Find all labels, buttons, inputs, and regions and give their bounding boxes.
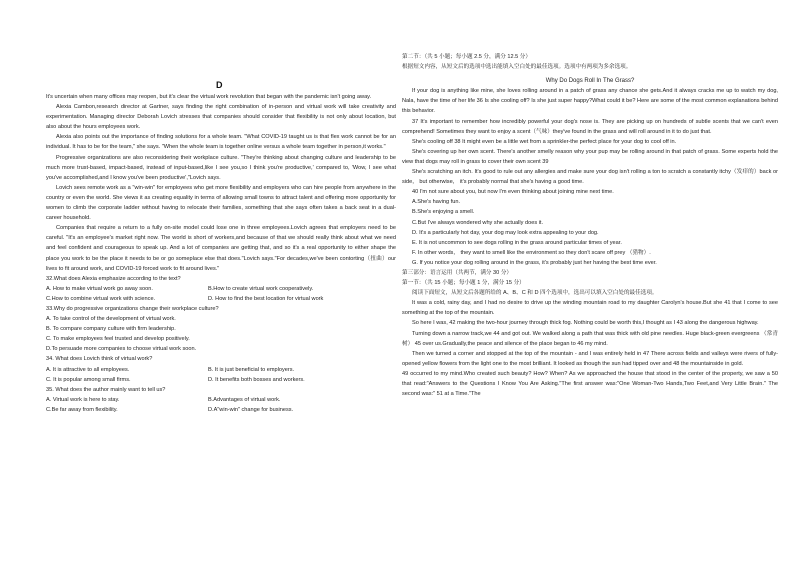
option-a[interactable]: A. It is attractive to all employees.: [46, 366, 130, 373]
section-instruction: 根据短文内容，从短文后的选项中选出能填入空白处的最佳选项。选项中有两项为多余选项。: [402, 64, 632, 71]
paragraph: 49 occurred to my mind.Who created such beauty? How? When? As we approached the house that stood in the center of the property, we saw a 50 that read:"Answers to the Questions I Know You Are Asking."The first answer was:"One Woman-Two Hands,Two Feet,and Very Little Brain." The second was:" 51 at a Time."The: [402, 370, 778, 398]
option-b[interactable]: B.Advantages of virtual work.: [208, 396, 281, 403]
option-row: [46, 284, 396, 294]
section-instruction: 阅读下面短文，从短文后各题所给的 A、B、C 和 D 四个选项中，选出可以填入空白处的最佳选项。: [412, 290, 658, 297]
option-d[interactable]: D. How to find the best location for virtual work: [208, 295, 324, 302]
paragraph: Then we turned a corner and stopped at the top of the mountain - and I was entirely held in 47 There across fields and valleys were rivers of fully-opened yellow flowers from the light one to the most brilliant. It looked as though the sun had tipped over and 48 the mountainside in gold.: [402, 350, 778, 367]
option-c[interactable]: C.How to combine virtual work with science.: [46, 295, 156, 302]
paragraph: She's scratching an itch. It's good to rule out any allergies and make sure your dog isn't rolling a ton to scratch a constantly itchy（发痒的）back or side， but otherwise， it's probably normal that she's having a good time.: [402, 169, 778, 186]
option-d[interactable]: D.A"win-win" change for business.: [208, 406, 294, 413]
passage-heading: D: [216, 80, 223, 90]
option-e[interactable]: E. It is not uncommon to see dogs rolling in the grass around particular times of year.: [412, 239, 622, 246]
option-a[interactable]: A. Virtual work is here to stay.: [46, 396, 120, 403]
option-a[interactable]: A.She's having fun.: [412, 199, 461, 206]
option-row: [46, 365, 396, 375]
option-d[interactable]: D. It benefits both bosses and workers.: [208, 376, 305, 383]
question-stem: 33.Why do progressive organizations change their workplace culture?: [46, 305, 219, 312]
right-column: [402, 52, 778, 399]
section-header: 第二节：（共 5 小题；每小题 2.5 分，满分 12.5 分）: [402, 54, 531, 60]
option-a[interactable]: A. To take control of the development of virtual work.: [46, 316, 176, 323]
paragraph: She's covering up her own scent. There's another smelly reason why your pup may be rolling around in that patch of grass. Some experts hold the view that dogs may roll in grass to cover their own scent 39: [402, 148, 778, 165]
section-header: 第一节：（共 15 小题；每小题 1 分，满分 15 分）: [402, 280, 525, 287]
question-stem: 35. What does the author mainly want to tell us?: [46, 386, 166, 393]
paragraph: Alexia Cambon,research director at Gartner, says finding the right combination of in-person and virtual work will take creativity and experimentation. Managing director Deborah Lovich stresses that companies should consider that flexibility is not only about location, but also about the hours employees work.: [46, 104, 396, 131]
option-b[interactable]: B.She's enjoying a smell.: [412, 209, 475, 216]
option-a[interactable]: A. How to make virtual work go away soon.: [46, 285, 153, 292]
option-c[interactable]: C. To make employees feel trusted and develop positively.: [46, 336, 190, 343]
option-row: [46, 375, 396, 385]
option-d[interactable]: D.To persuade more companies to choose virtual work soon.: [46, 346, 197, 353]
paragraph: Companies that require a return to a fully on-site model could lose one in three employees.Lovich agrees that employers need to be careful. "It's an employee's market right now. The world is short of workers,and because of that we should really think about what we need and feel confident and courageous to speak up. And a lot of companies are getting that, and so it's a real opportunity to either shape the place you work to be the place it needs to be or go someplace else that does."Lovich says."For decades,we've been contorting（扭曲）our lives to fit around work, and COVID-19 forced work to fit around lives.": [46, 225, 396, 272]
option-g[interactable]: G. If you notice your dog rolling around in the grass, it's probably just her having the best time ever.: [412, 259, 657, 266]
option-b[interactable]: B.How to create virtual work cooperatively.: [208, 285, 314, 292]
paragraph: Progressive organizations are also reconsidering their workplace culture. "They're thinking about changing culture and leadership to be much more trust-based, impact-based, instead of input-based,like I see you,so I think you're productive,' compared to, 'Wow, I see what you've accomplished,and I know you've been productive',"Lovich says.: [46, 154, 396, 181]
option-f[interactable]: F. In other words， they want to smell like the environment so they don't scare off prey （猎物）.: [412, 249, 651, 256]
part-header: 第三部分：语言运用（共两节，满分 30 分）: [402, 269, 513, 276]
option-row: [46, 294, 396, 304]
option-row: [46, 395, 396, 405]
option-c[interactable]: C. It is popular among small firms.: [46, 376, 131, 383]
paragraph: Turning down a narrow track,we 44 and got out. We walked along a path that was thick with old pine needles. Huge black-green evergreens （常青树） 45 over us.Gradually,the peace and silence of the place began to 46 my mind.: [402, 330, 778, 347]
question-stem: 32.What does Alexia emphasize according to the text?: [46, 275, 181, 282]
left-column: [46, 92, 396, 415]
paragraph: 37 It's important to remember how incredibly powerful your dog's nose is. They are picking up on hundreds of subtle scents that we can't even comprehend! Sometimes they want to enjoy a scent（气味）they've found in the grass and will roll around in it to do just that.: [402, 118, 778, 135]
paragraph: Alexia also points out the importance of finding solutions for a whole team. "What COVID-19 taught us is that flex work cannot be for an individual. It has to be for the team," she says. "When the whole team is together online versus a whole team together in person,it works.": [46, 134, 396, 151]
paragraph: She's cooling off 38 It might even be a little wet from a sprinkler-the perfect place for your dog to cool off in.: [412, 138, 677, 145]
option-d[interactable]: D. It's a particularly hot day, your dog may look extra appealing to your dog.: [412, 229, 599, 236]
option-c[interactable]: C.Be far away from flexibility.: [46, 406, 118, 413]
paragraph: So here I was, 42 making the two-hour journey through thick fog. Nothing could be worth this,I thought as I 43 along the dangerous highway.: [412, 320, 759, 327]
paragraph: Lovich sees remote work as a "win-win" for employees who get more flexibility and employers who can hire people from anywhere in the country or even the world. She views it as creating equality in terms of allowing small towns to attract talent and offering more opportunity for women to climb the corporate ladder without having to relocate their families, something that she says often takes a back seat in a dual-career household.: [46, 184, 396, 222]
paragraph: 40 I'm not sure about you, but now I'm even thinking about joining mine next time.: [412, 189, 614, 196]
paragraph: It was a cold, rainy day, and I had no desire to drive up the winding mountain road to my daughter Carolyn's house.But she 41 that I come to see something at the top of the mountain.: [402, 300, 778, 317]
option-b[interactable]: B. It is just beneficial to employers.: [208, 366, 295, 373]
passage-title: Why Do Dogs Roll In The Grass?: [545, 78, 635, 85]
paragraph: If your dog is anything like mine, she loves rolling around in a patch of grass any chance she gets.And it always cracks me up to watch my dog, Nala, have the time of her life 36 Is she cooling off? Is she just super happy?What could it be? Here are some of the most common explanations behind this behavior.: [402, 88, 778, 115]
option-row: [46, 405, 396, 415]
question-stem: 34. What does Lovich think of virtual work?: [46, 356, 153, 363]
option-c[interactable]: C.But I've always wondered why she actually does it.: [412, 219, 544, 226]
paragraph: It's uncertain when many offices may reopen, but it's clear the virtual work revolution that began with the pandemic isn't going away.: [46, 94, 372, 100]
option-b[interactable]: B. To compare company culture with firm leadership.: [46, 326, 176, 333]
